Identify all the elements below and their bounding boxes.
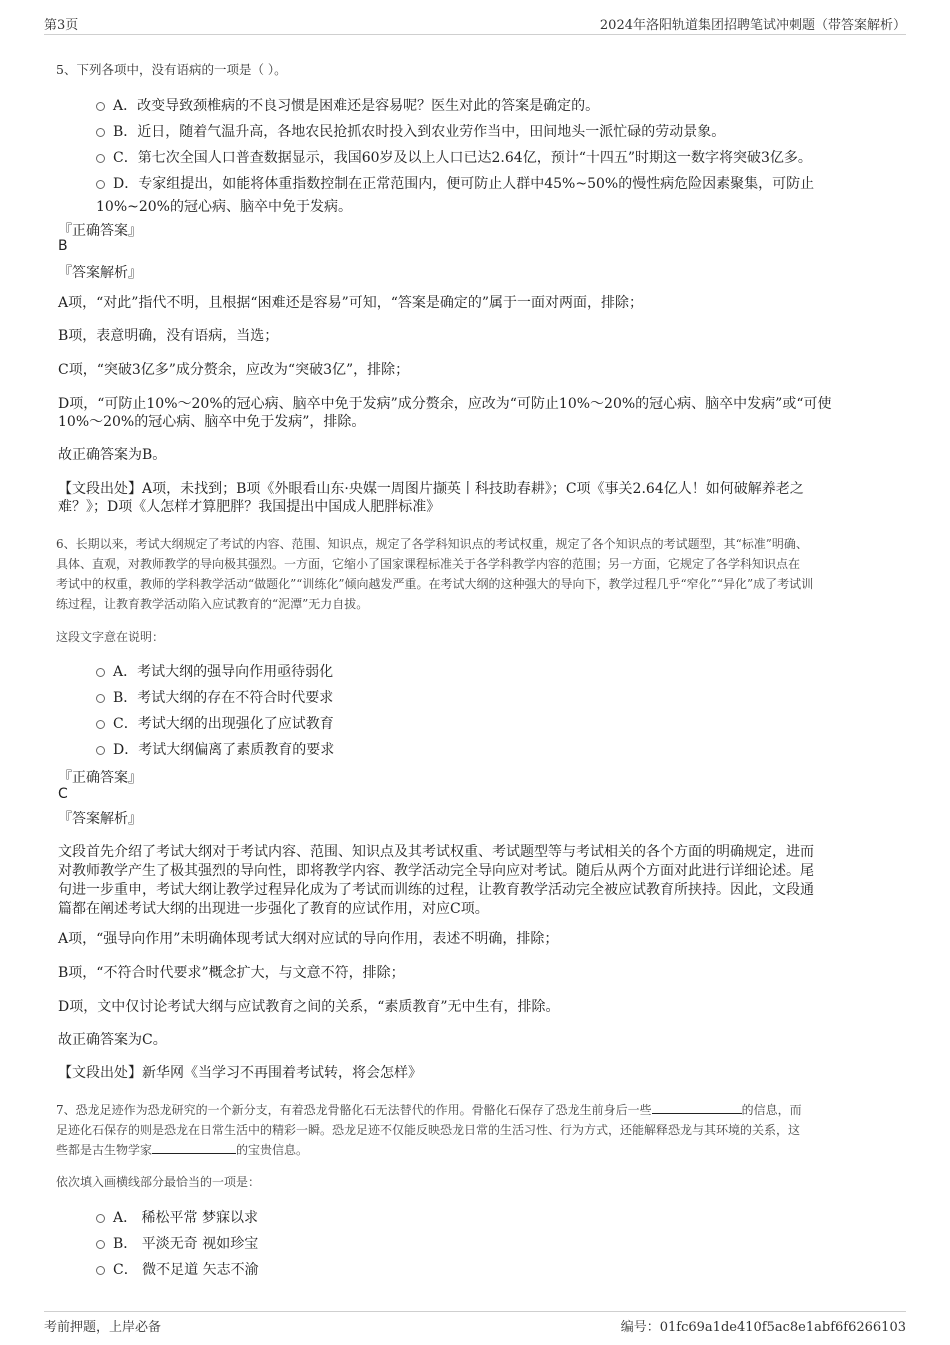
q6-conclusion: 故正确答案为C。 bbox=[58, 1032, 167, 1048]
q5-source-cont: 难？》；D项《人怎样才算肥胖？我国提出中国成人肥胖标准》 bbox=[58, 499, 441, 515]
radio-icon[interactable] bbox=[96, 128, 105, 137]
radio-icon[interactable] bbox=[96, 668, 105, 677]
q7-stem: 7、恐龙足迹作为恐龙研究的一个新分支，有着恐龙骨骼化石无法替代的作用。骨骼化石保存了恐龙生前身后一些 的信息，而 足迹化石保存的则是恐龙在日常生活中的精彩一瞬。恐龙足迹不仅能反映恐龙日常的生活习性、行为方式，还能解释恐龙与其环境的关系，这 些都是古生物学家 的宝贵信息。 bbox=[56, 1103, 802, 1157]
q6-option-d[interactable]: D．考试大纲偏离了素质教育的要求 bbox=[96, 738, 886, 762]
radio-icon[interactable] bbox=[96, 720, 105, 729]
q6-stem: 6、长期以来，考试大纲规定了考试的内容、范围、知识点，规定了各学科知识点的考试权重，规定了各个知识点的考试题型，其“标准”明确、 具体、直观，对教师教学的导向极其强烈。一方面，它缩小了国家课程标准关于各学科教学内容的范围；另一方面，它规定了各学科知识点在 考试中的权重，教师的学科教学活动“做题化”“训练化”倾向越发严重。在考试大纲的这种强大的导向下，教学过程几乎“窄化”“异化”成了考试训 练过程，让教育教学活动陷入应试教育的“泥潭”无力自拔。 bbox=[56, 537, 814, 611]
q5-option-d-cont: 10%~20%的冠心病、脑卒中免于发病。 bbox=[96, 199, 352, 215]
q6-source: 【文段出处】新华网《当学习不再围着考试转，将会怎样》 bbox=[58, 1065, 422, 1081]
q6-option-b[interactable]: B．考试大纲的存在不符合时代要求 bbox=[96, 686, 886, 710]
q5-option-c[interactable]: C．第七次全国人口普查数据显示，我国60岁及以上人口已达2.64亿，预计“十四五”时期这一数字将突破3亿多。 bbox=[96, 146, 886, 170]
radio-icon[interactable] bbox=[96, 180, 105, 189]
q6-analysis-b: B项，“不符合时代要求”概念扩大，与文意不符，排除； bbox=[58, 965, 405, 981]
radio-icon[interactable] bbox=[96, 1266, 105, 1275]
page-number: 第3页 bbox=[44, 18, 79, 33]
document-id: 编号：01fc69a1de410f5ac8e1abf6f6266103 bbox=[620, 1320, 906, 1335]
q7-option-a[interactable]: A． 稀松平常 梦寐以求 bbox=[96, 1206, 886, 1230]
q5-option-b[interactable]: B．近日，随着气温升高，各地农民抢抓农时投入到农业劳作当中，田间地头一派忙碌的劳动景象。 bbox=[96, 120, 886, 144]
radio-icon[interactable] bbox=[96, 1240, 105, 1249]
q6-answer-label: 『正确答案』 bbox=[58, 770, 142, 786]
footer-slogan: 考前押题，上岸必备 bbox=[44, 1320, 162, 1335]
radio-icon[interactable] bbox=[96, 154, 105, 163]
q6-option-c[interactable]: C．考试大纲的出现强化了应试教育 bbox=[96, 712, 886, 736]
radio-icon[interactable] bbox=[96, 102, 105, 111]
fill-blank-1 bbox=[652, 1101, 742, 1114]
q5-answer: B bbox=[58, 238, 68, 254]
radio-icon[interactable] bbox=[96, 694, 105, 703]
radio-icon[interactable] bbox=[96, 1214, 105, 1223]
q6-option-a[interactable]: A．考试大纲的强导向作用亟待弱化 bbox=[96, 660, 886, 684]
page-header bbox=[44, 14, 906, 35]
radio-icon[interactable] bbox=[96, 746, 105, 755]
q6-analysis-body: 文段首先介绍了考试大纲对于考试内容、范围、知识点及其考试权重、考试题型等与考试相关的各个方面的明确规定，进而 对教师教学产生了极其强烈的导向性，即将教学内容、教学活动完全导向应对考试。随后从两个方面对此进行详细论述。尾 句进一步重申，考试大纲让教学过程异化成为了考试而训练的过程，让教育教学活动完全被应试教育所挟持。因此，文段通 篇都在阐述考试大纲的出现进一步强化了教育的应试作用，对应C项。 bbox=[58, 844, 814, 917]
q5-option-a[interactable]: A．改变导致颈椎病的不良习惯是困难还是容易呢？医生对此的答案是确定的。 bbox=[96, 94, 886, 118]
q5-stem: 5、下列各项中，没有语病的一项是（ ）。 bbox=[56, 62, 287, 77]
q7-option-b[interactable]: B． 平淡无奇 视如珍宝 bbox=[96, 1232, 886, 1256]
fill-blank-2 bbox=[152, 1141, 236, 1154]
q5-analysis-label: 『答案解析』 bbox=[58, 265, 142, 281]
q5-analysis-b: B项，表意明确，没有语病，当选； bbox=[58, 328, 279, 344]
q5-answer-label: 『正确答案』 bbox=[58, 223, 142, 239]
q5-option-d[interactable]: D．专家组提出，如能将体重指数控制在正常范围内，便可防止人群中45%~50%的慢性病危险因素聚集，可防止 bbox=[96, 172, 886, 196]
q6-analysis-label: 『答案解析』 bbox=[58, 811, 142, 827]
q5-analysis-d: D项，“可防止10%～20%的冠心病、脑卒中免于发病”成分赘余，应改为“可防止10%～20%的冠心病、脑卒中发病”或“可使 bbox=[58, 396, 832, 412]
q6-prompt: 这段文字意在说明： bbox=[56, 630, 165, 644]
q5-conclusion: 故正确答案为B。 bbox=[58, 447, 167, 463]
q6-answer: C bbox=[58, 786, 68, 802]
q5-analysis-d-cont: 10%～20%的冠心病、脑卒中免于发病”，排除。 bbox=[58, 414, 366, 430]
document-title: 2024年洛阳轨道集团招聘笔试冲刺题（带答案解析） bbox=[599, 18, 906, 33]
q7-option-c[interactable]: C． 微不足道 矢志不渝 bbox=[96, 1258, 886, 1282]
q6-analysis-a: A项，“强导向作用”未明确体现考试大纲对应试的导向作用，表述不明确，排除； bbox=[58, 931, 559, 947]
page-footer bbox=[44, 1311, 906, 1335]
q5-analysis-a: A项，“对此”指代不明，且根据“困难还是容易”可知，“答案是确定的”属于一面对两面，排除； bbox=[58, 295, 644, 311]
q5-source: 【文段出处】A项，未找到；B项《外眼看山东·央媒一周图片撷英丨科技助春耕》；C项《事关2.64亿人！如何破解养老之 bbox=[58, 481, 804, 497]
q6-analysis-d: D项，文中仅讨论考试大纲与应试教育之间的关系，“素质教育”无中生有，排除。 bbox=[58, 999, 560, 1015]
q7-prompt: 依次填入画横线部分最恰当的一项是： bbox=[56, 1175, 261, 1189]
q5-analysis-c: C项，“突破3亿多”成分赘余，应改为“突破3亿”，排除； bbox=[58, 362, 410, 378]
